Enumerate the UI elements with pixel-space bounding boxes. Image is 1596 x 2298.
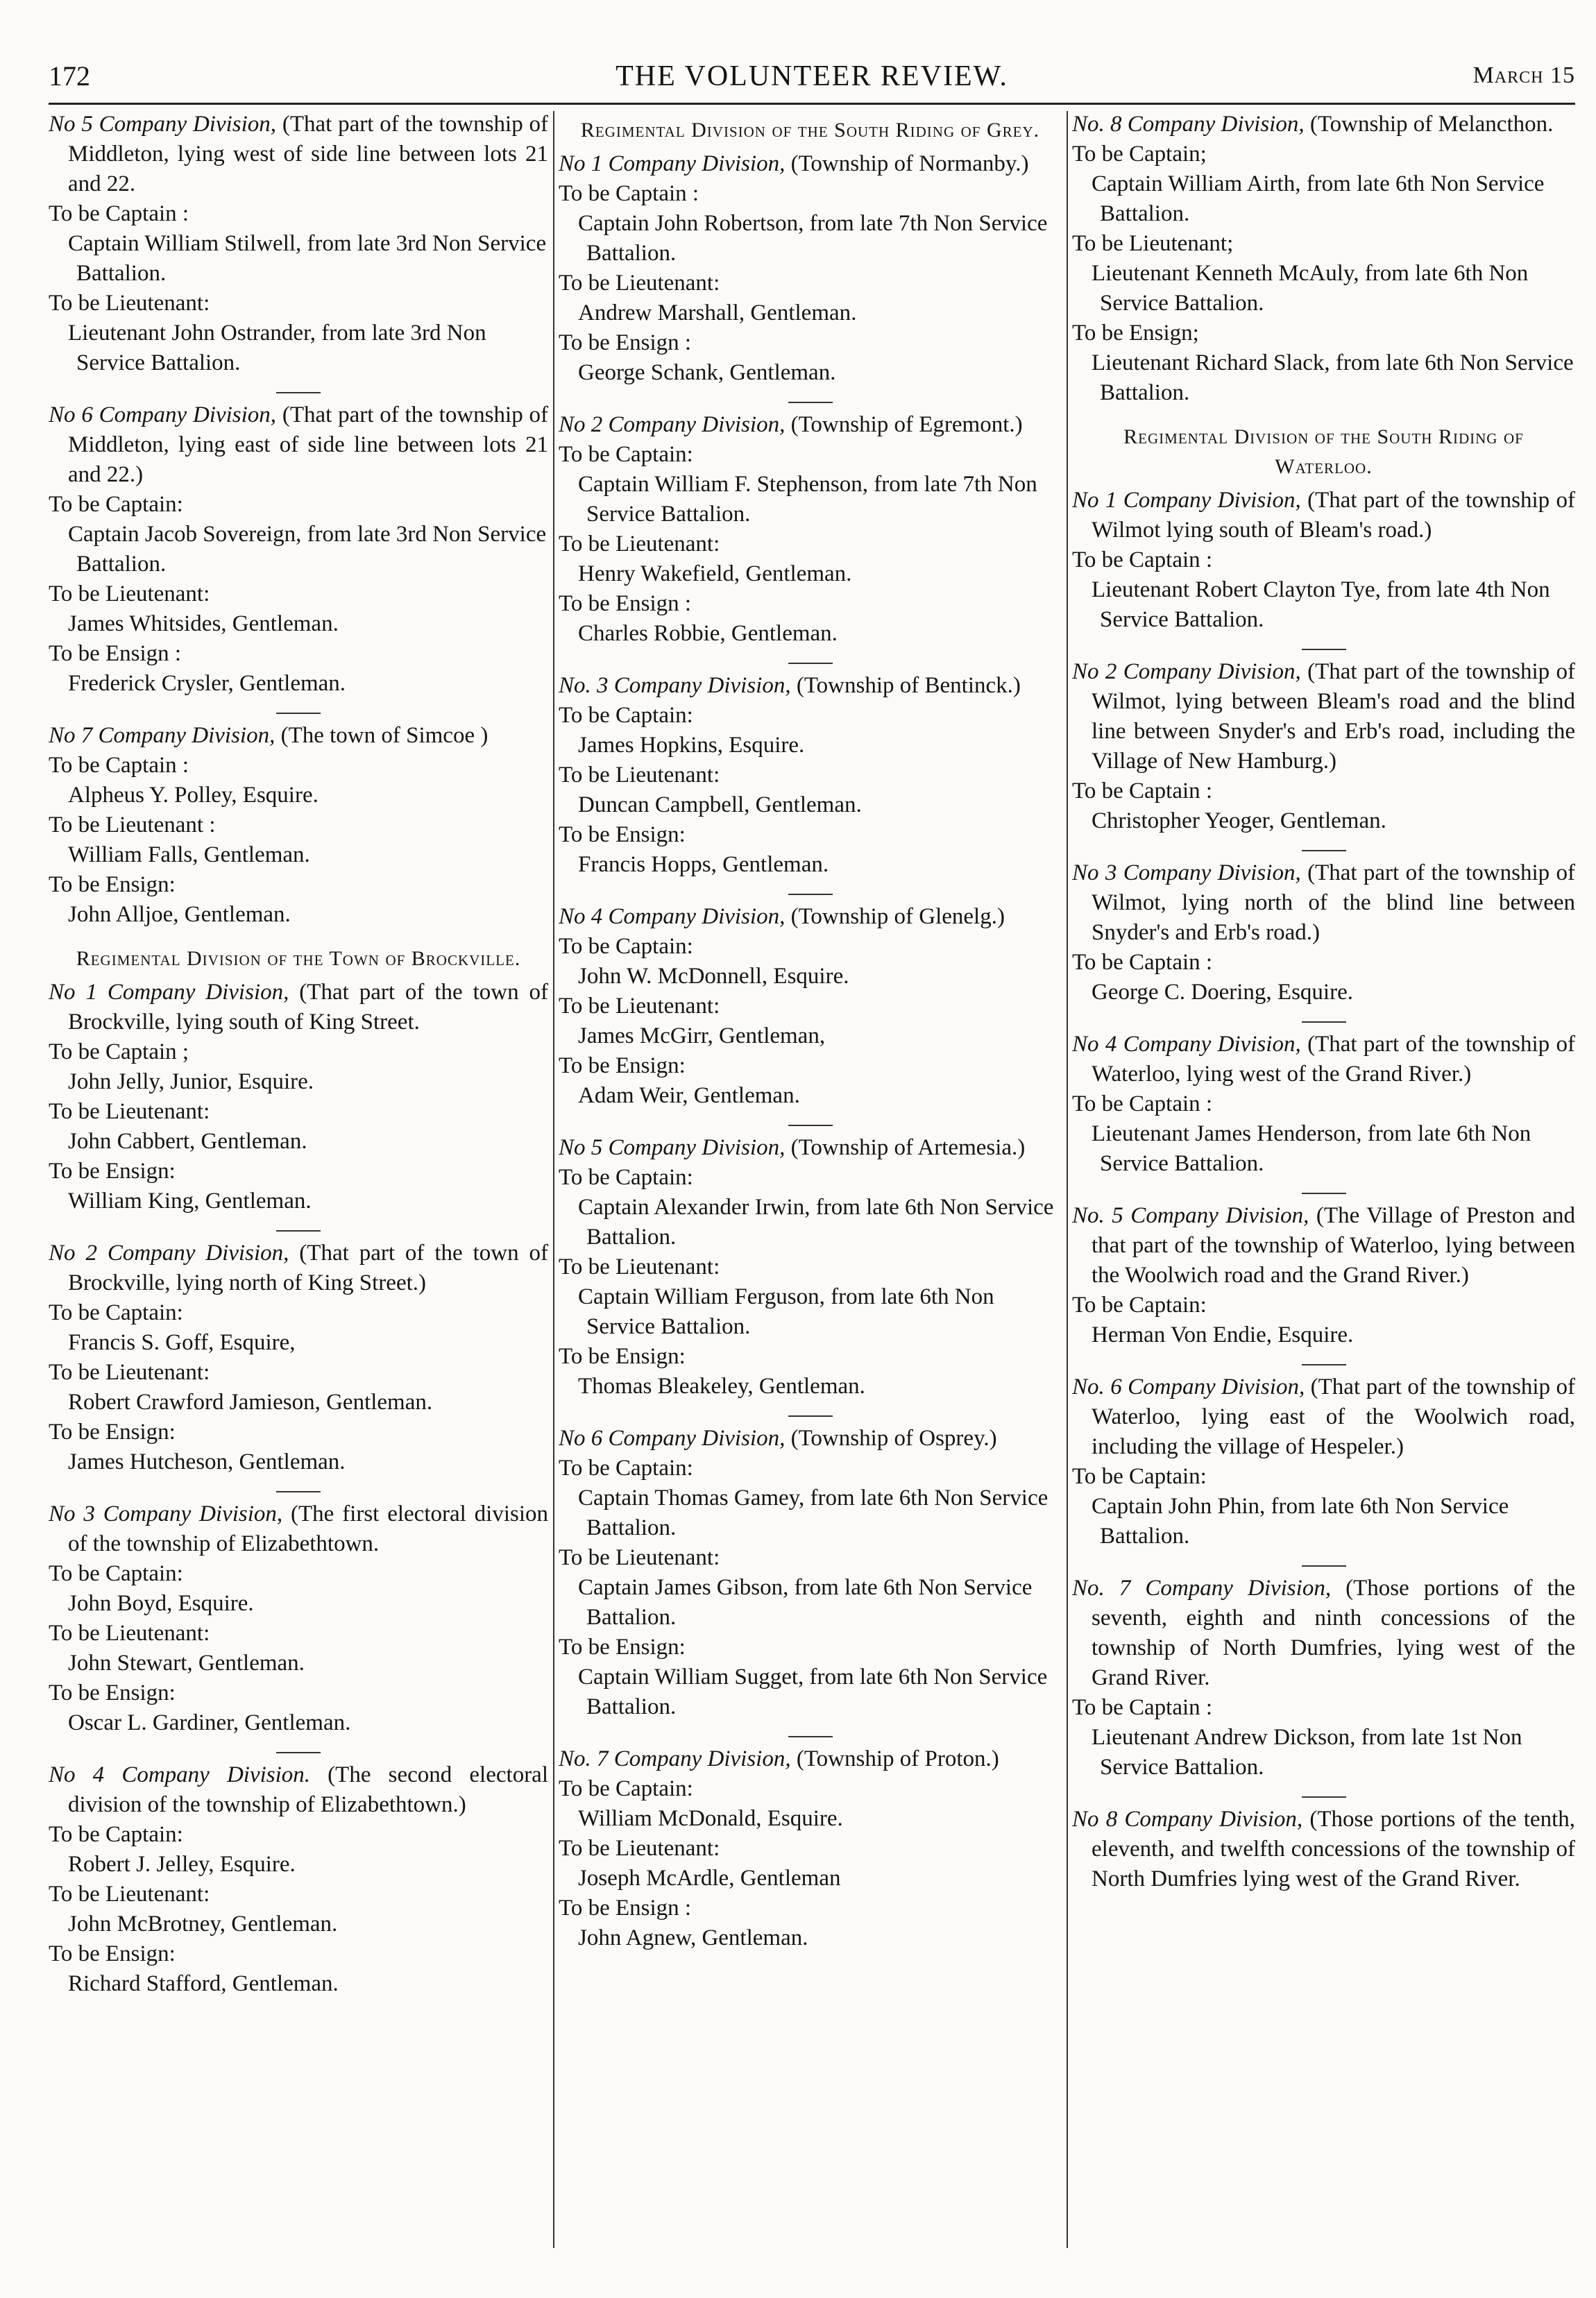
section-separator [1302, 1193, 1346, 1194]
company-description: (Township of Melancthon. [1304, 112, 1554, 137]
section-separator [1302, 1364, 1346, 1365]
appointee-name: Herman Von Endie, Esquire. [1092, 1322, 1354, 1347]
appointee-name: Francis S. Goff, Esquire, [68, 1330, 296, 1355]
appointment-role: To be Captain : [1072, 1695, 1213, 1720]
company-description: (Those portions of the tenth, eleventh, and twelfth concessions of the township of North Dumfries lying west of the Grand River. [1092, 1807, 1575, 1891]
appointment-role: To be Lieutenant: [559, 531, 720, 556]
company-division [49, 110, 548, 378]
appointee-name: Joseph McArdle, Gentleman [578, 1866, 841, 1891]
appointee-name: Andrew Marshall, Gentleman. [578, 300, 857, 325]
company-division [1072, 1574, 1575, 1782]
appointee-name: Charles Robbie, Gentleman. [578, 621, 838, 646]
column-middle [559, 110, 1062, 2267]
company-description: (That part of the township of Waterloo, lying west of the Grand River.) [1092, 1032, 1575, 1087]
section-separator [788, 894, 833, 895]
appointment-role: To be Ensign : [559, 591, 692, 616]
company-label: No 4 Company Division. [49, 1762, 311, 1787]
company-heading [49, 978, 548, 1037]
company-division [559, 1133, 1062, 1402]
section-separator [788, 1736, 833, 1737]
appointee-name: Captain James Gibson, from late 6th Non Service Battalion. [578, 1575, 1033, 1630]
appointment-role: To be Captain: [559, 1776, 693, 1801]
appointment-role: To be Lieutenant: [559, 994, 720, 1019]
company-heading [49, 1499, 548, 1559]
company-label: No 2 Company Division, [559, 412, 786, 437]
appointment-role: To be Lieutenant: [49, 1360, 210, 1385]
appointment-role: To be Ensign: [559, 822, 686, 847]
company-division [1072, 657, 1575, 836]
column-left [49, 110, 548, 2267]
appointee-name: Captain William F. Stephenson, from late 7th Non Service Battalion. [578, 472, 1037, 527]
company-description: (That part of the township of Wilmot, lying north of the blind line between Snyder's and Erb's road.) [1092, 860, 1575, 945]
appointee-name: William McDonald, Esquire. [578, 1806, 843, 1831]
appointment-role: To be Lieutenant: [49, 1099, 210, 1124]
appointment-role: To be Captain: [49, 1300, 183, 1325]
company-heading [1072, 1574, 1575, 1693]
company-division [49, 1499, 548, 1738]
company-heading [559, 1424, 1062, 1454]
appointee-name: John Jelly, Junior, Esquire. [68, 1069, 314, 1094]
appointment-role: To be Lieutenant; [1072, 231, 1234, 256]
regimental-division-heading: Regimental Division of the South Riding of Grey. [580, 119, 1040, 142]
company-heading [559, 149, 1062, 179]
section-separator [1302, 1021, 1346, 1023]
section-separator [1302, 1565, 1346, 1567]
company-division [559, 149, 1062, 388]
section-separator [788, 402, 833, 403]
company-description: (Township of Egremont.) [785, 412, 1023, 437]
company-heading [49, 1239, 548, 1298]
company-heading [559, 902, 1062, 932]
company-label: No. 5 Company Division, [1072, 1203, 1309, 1228]
company-division [49, 1239, 548, 1477]
appointee-name: Henry Wakefield, Gentleman. [578, 561, 852, 586]
company-description: (That part of the township of Middleton, lying east of side line between lots 21 and 22.) [68, 402, 548, 487]
appointee-name: Duncan Campbell, Gentleman. [578, 792, 862, 817]
appointee-name: Lieutenant John Ostrander, from late 3rd Non Service Battalion. [68, 321, 486, 375]
regimental-division-heading: Regimental Division of the Town of Brockville. [76, 947, 521, 970]
company-label: No 4 Company Division, [1072, 1032, 1301, 1057]
company-description: (That part of the town of Brockville, lying south of King Street. [68, 980, 548, 1035]
company-division [49, 978, 548, 1216]
appointee-name: James McGirr, Gentleman, [578, 1023, 826, 1048]
appointment-role: To be Ensign : [49, 641, 182, 666]
appointment-role: To be Ensign: [49, 1420, 176, 1445]
company-division [559, 1744, 1062, 1953]
company-heading [559, 671, 1062, 701]
appointment-role: To be Captain : [49, 753, 189, 778]
appointment-role: To be Ensign : [559, 330, 692, 355]
company-label: No 6 Company Division, [559, 1426, 786, 1451]
appointment-role: To be Ensign: [49, 1680, 176, 1705]
appointment-role: To be Captain : [1072, 547, 1213, 572]
company-division [559, 410, 1062, 649]
appointment-role: To be Captain; [1072, 142, 1207, 167]
appointee-name: Captain John Phin, from late 6th Non Service Battalion. [1092, 1494, 1509, 1549]
company-heading [49, 110, 548, 199]
company-division [1072, 486, 1575, 635]
company-heading [559, 1744, 1062, 1774]
appointment-role: To be Captain : [49, 201, 189, 226]
header-rule [49, 103, 1575, 105]
section-separator [1302, 1796, 1346, 1798]
company-division [1072, 858, 1575, 1007]
appointment-role: To be Captain : [1072, 778, 1213, 803]
company-label: No. 3 Company Division, [559, 673, 791, 698]
appointee-name: John Alljoe, Gentleman. [68, 902, 291, 927]
appointee-name: Christopher Yeoger, Gentleman. [1092, 808, 1386, 833]
column-divider [553, 111, 554, 2248]
company-heading [1072, 110, 1575, 139]
company-division [1072, 1372, 1575, 1551]
appointee-name: John Boyd, Esquire. [68, 1591, 254, 1616]
appointee-name: Lieutenant Andrew Dickson, from late 1st Non Service Battalion. [1092, 1725, 1522, 1780]
appointee-name: James Hutcheson, Gentleman. [68, 1449, 346, 1474]
company-description: (The second electoral division of the township of Elizabethtown.) [68, 1762, 548, 1817]
company-division [49, 721, 548, 930]
section-separator [1302, 850, 1346, 851]
company-description: (Those portions of the seventh, eighth and ninth concessions of the township of North Dumfries, lying west of the Grand River. [1092, 1576, 1575, 1690]
appointee-name: John McBrotney, Gentleman. [68, 1912, 338, 1937]
company-description: (The town of Simcoe ) [275, 723, 489, 748]
company-label: No 3 Company Division, [1072, 860, 1301, 885]
appointment-role: To be Lieutenant: [49, 1621, 210, 1646]
section-separator [276, 1491, 321, 1492]
appointment-role: To be Captain: [559, 934, 693, 959]
company-label: No. 7 Company Division, [559, 1746, 791, 1771]
company-description: (Township of Glenelg.) [785, 904, 1005, 929]
page-number: 172 [49, 60, 90, 92]
appointment-role: To be Captain: [1072, 1293, 1207, 1318]
appointment-role: To be Ensign: [49, 1941, 176, 1966]
appointment-role: To be Captain: [559, 703, 693, 728]
appointment-role: To be Lieutenant: [49, 581, 210, 606]
company-label: No 6 Company Division, [49, 402, 277, 427]
company-description: (Township of Artemesia.) [785, 1135, 1026, 1160]
section-separator [1302, 649, 1346, 650]
section-separator [276, 392, 321, 393]
company-heading [49, 1760, 548, 1820]
appointment-role: To be Captain: [49, 1561, 183, 1586]
appointee-name: Captain William Airth, from late 6th Non Service Battalion. [1092, 171, 1545, 226]
company-label: No 2 Company Division, [1072, 659, 1301, 684]
company-heading [1072, 486, 1575, 545]
appointee-name: William Falls, Gentleman. [68, 842, 310, 867]
company-description: (That part of the township of Wilmot, lying between Bleam's road and the blind line between Snyder's and Erb's road, including the Village of New Hamburg.) [1092, 659, 1575, 774]
appointment-role: To be Ensign: [49, 872, 176, 897]
appointee-name: Captain Jacob Sovereign, from late 3rd Non Service Battalion. [68, 522, 547, 577]
company-label: No 5 Company Division, [559, 1135, 786, 1160]
appointee-name: George C. Doering, Esquire. [1092, 980, 1353, 1005]
company-heading [1072, 1030, 1575, 1089]
appointment-role: To be Lieutenant : [49, 812, 216, 837]
company-description: (Township of Bentinck.) [790, 673, 1021, 698]
company-division [559, 1424, 1062, 1722]
company-heading [49, 721, 548, 751]
company-label: No 2 Company Division, [49, 1241, 289, 1266]
appointment-role: To be Captain: [49, 1822, 183, 1847]
company-division [49, 1760, 548, 1999]
appointee-name: John Cabbert, Gentleman. [68, 1129, 307, 1154]
company-label: No 1 Company Division, [49, 980, 289, 1005]
section-separator [276, 1230, 321, 1232]
regimental-division-heading: Regimental Division of the South Riding of Waterloo. [1123, 425, 1524, 478]
section-separator [788, 663, 833, 664]
appointment-role: To be Captain : [559, 181, 699, 206]
appointee-name: Oscar L. Gardiner, Gentleman. [68, 1710, 351, 1735]
appointment-role: To be Captain ; [49, 1039, 189, 1064]
company-label: No. 6 Company Division, [1072, 1374, 1305, 1399]
appointee-name: Adam Weir, Gentleman. [578, 1083, 800, 1108]
appointment-role: To be Lieutenant: [49, 1882, 210, 1907]
company-heading [1072, 657, 1575, 776]
appointee-name: John W. McDonnell, Esquire. [578, 964, 849, 989]
company-heading [1072, 1201, 1575, 1291]
appointee-name: William King, Gentleman. [68, 1189, 312, 1214]
company-division [1072, 1805, 1575, 1894]
appointment-role: To be Ensign: [559, 1635, 686, 1660]
appointee-name: Frederick Crysler, Gentleman. [68, 671, 346, 696]
appointment-role: To be Lieutenant: [49, 291, 210, 316]
appointee-name: Lieutenant Richard Slack, from late 6th Non Service Battalion. [1092, 350, 1574, 405]
column-right [1072, 110, 1575, 2267]
appointee-name: John Agnew, Gentleman. [578, 1925, 808, 1950]
issue-date: March 15 [1472, 62, 1575, 88]
company-label: No 3 Company Division, [49, 1501, 283, 1526]
company-description: (That part of the township of Waterloo, lying east of the Woolwich road, including the village of Hespeler.) [1092, 1374, 1575, 1459]
appointee-name: Captain William Ferguson, from late 6th Non Service Battalion. [578, 1284, 994, 1339]
appointee-name: Thomas Bleakeley, Gentleman. [578, 1374, 865, 1399]
company-description: (Township of Proton.) [790, 1746, 999, 1771]
company-heading [1072, 858, 1575, 948]
appointee-name: James Whitsides, Gentleman. [68, 611, 339, 636]
section-separator [276, 713, 321, 714]
appointee-name: James Hopkins, Esquire. [578, 733, 805, 758]
appointee-name: Lieutenant James Henderson, from late 6th Non Service Battalion. [1092, 1121, 1531, 1176]
section-separator [276, 1752, 321, 1753]
company-description: (The first electoral division of the township of Elizabethtown. [68, 1501, 548, 1556]
appointment-role: To be Lieutenant: [559, 1836, 720, 1861]
appointment-role: To be Ensign: [49, 1159, 176, 1184]
section-separator [788, 1125, 833, 1126]
company-label: No 1 Company Division, [1072, 488, 1301, 513]
page-header [49, 56, 1575, 104]
appointee-name: George Schank, Gentleman. [578, 360, 836, 385]
appointment-role: To be Ensign; [1072, 321, 1199, 346]
company-heading [1072, 1372, 1575, 1462]
appointment-role: To be Lieutenant: [559, 763, 720, 788]
appointment-role: To be Ensign: [559, 1053, 686, 1078]
section-separator [788, 1415, 833, 1417]
appointee-name: Robert Crawford Jamieson, Gentleman. [68, 1390, 433, 1415]
company-label: No 5 Company Division, [49, 112, 277, 137]
appointment-role: To be Captain: [559, 1456, 693, 1481]
appointee-name: John Stewart, Gentleman. [68, 1651, 305, 1676]
company-label: No. 8 Company Division, [1072, 112, 1305, 137]
company-description: (Township of Normanby.) [785, 151, 1029, 176]
company-description: (The Village of Preston and that part of the township of Waterloo, lying between the Woolwich road and the Grand River.) [1092, 1203, 1575, 1288]
appointment-role: To be Ensign : [559, 1896, 692, 1921]
appointment-role: To be Captain: [559, 1165, 693, 1190]
company-description: (That part of the township of Middleton, lying west of side line between lots 21 and 22. [68, 112, 548, 196]
appointee-name: Lieutenant Kenneth McAuly, from late 6th Non Service Battalion. [1092, 261, 1529, 316]
appointment-role: To be Captain : [1072, 950, 1213, 975]
company-heading [49, 400, 548, 490]
company-description: (That part of the township of Wilmot lying south of Bleam's road.) [1092, 488, 1575, 543]
appointment-role: To be Captain: [559, 442, 693, 467]
appointment-role: To be Lieutenant: [559, 1254, 720, 1279]
company-division [49, 400, 548, 699]
appointment-role: To be Captain: [49, 492, 183, 517]
company-division [1072, 110, 1575, 408]
appointment-role: To be Lieutenant: [559, 1545, 720, 1570]
appointee-name: Robert J. Jelley, Esquire. [68, 1852, 296, 1877]
appointment-role: To be Captain: [1072, 1464, 1207, 1489]
company-label: No. 7 Company Division, [1072, 1576, 1332, 1601]
company-division [559, 902, 1062, 1111]
appointee-name: Richard Stafford, Gentleman. [68, 1971, 339, 1996]
appointee-name: Captain Thomas Gamey, from late 6th Non Service Battalion. [578, 1486, 1049, 1540]
company-description: (That part of the town of Brockville, lying north of King Street.) [68, 1241, 548, 1295]
company-label: No 1 Company Division, [559, 151, 786, 176]
appointee-name: Captain Alexander Irwin, from late 6th Non Service Battalion. [578, 1195, 1054, 1250]
company-division [1072, 1201, 1575, 1350]
appointment-role: To be Captain : [1072, 1091, 1213, 1116]
appointee-name: Captain William Sugget, from late 6th Non Service Battalion. [578, 1665, 1048, 1719]
company-division [559, 671, 1062, 880]
company-label: No 8 Company Division, [1072, 1807, 1303, 1832]
company-heading [1072, 1805, 1575, 1894]
appointee-name: Lieutenant Robert Clayton Tye, from late 4th Non Service Battalion. [1092, 577, 1550, 632]
company-heading [559, 1133, 1062, 1163]
appointee-name: Captain William Stilwell, from late 3rd Non Service Battalion. [68, 231, 547, 286]
appointee-name: Alpheus Y. Polley, Esquire. [68, 783, 319, 808]
appointment-role: To be Lieutenant: [559, 271, 720, 296]
page-title: THE VOLUNTEER REVIEW. [616, 60, 1008, 92]
company-label: No 4 Company Division, [559, 904, 786, 929]
company-division [1072, 1030, 1575, 1179]
column-divider [1067, 111, 1068, 2248]
appointee-name: Francis Hopps, Gentleman. [578, 852, 829, 877]
company-description: (Township of Osprey.) [785, 1426, 997, 1451]
company-label: No 7 Company Division, [49, 723, 275, 748]
appointee-name: Captain John Robertson, from late 7th Non Service Battalion. [578, 211, 1048, 266]
appointment-role: To be Ensign: [559, 1344, 686, 1369]
company-heading [559, 410, 1062, 440]
